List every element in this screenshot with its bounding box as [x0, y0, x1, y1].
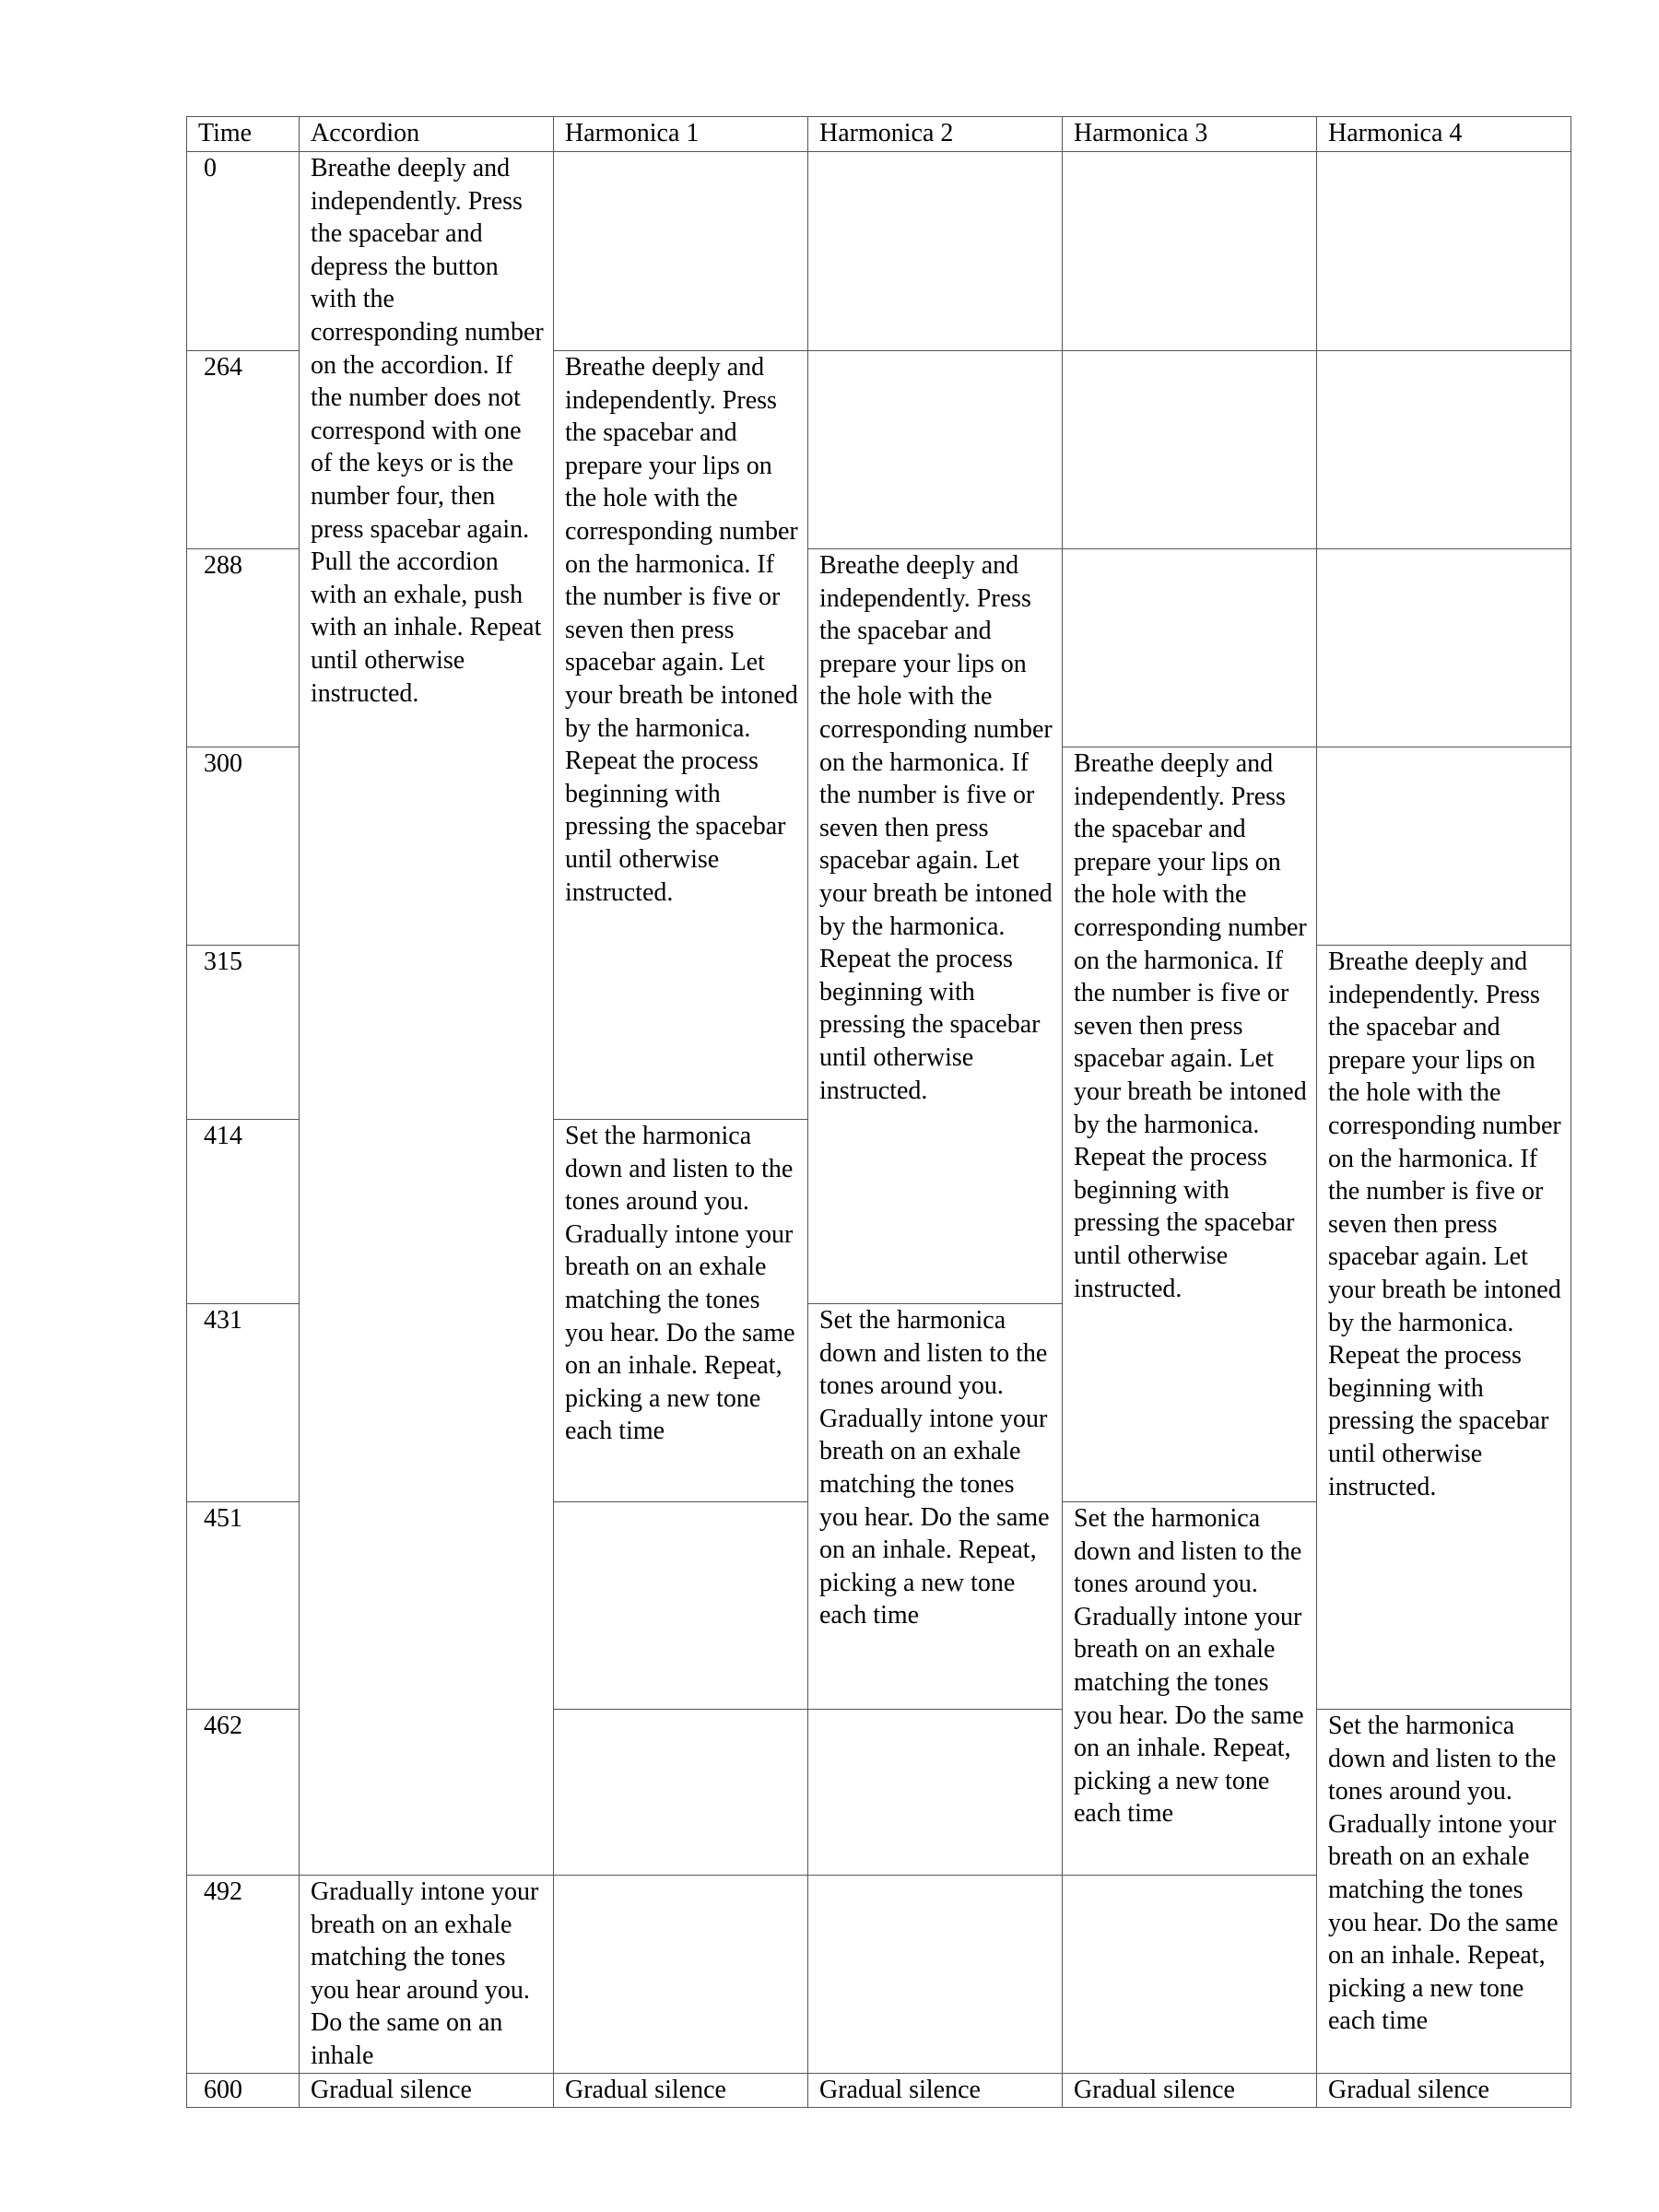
empty-cell: [554, 1876, 808, 2074]
harmonica-1-silence: Gradual silence: [554, 2074, 808, 2108]
time-cell: 462: [187, 1710, 300, 1876]
time-cell: 414: [187, 1120, 300, 1304]
harmonica-3-silence: Gradual silence: [1063, 2074, 1317, 2108]
harmonica-4-silence: Gradual silence: [1317, 2074, 1571, 2108]
empty-cell: [1317, 351, 1571, 549]
header-row: [187, 117, 1571, 152]
table-row: [187, 2074, 1571, 2108]
empty-cell: [808, 1876, 1063, 2074]
empty-cell: [808, 351, 1063, 549]
accordion-intone-instruction: Gradually intone your breath on an exhale matching the tones you hear around you. Do the same on an inhale: [300, 1876, 554, 2074]
time-cell: 492: [187, 1876, 300, 2074]
harmonica-3-breathe-instruction: Breathe deeply and independently. Press the spacebar and prepare your lips on the hole with the corresponding number on the harmonica. If the number is five or seven then press spacebar again. Let your breath be intoned by the harmonica. Repeat the process beginning with pressing the spacebar until otherwise instructed.: [1063, 747, 1317, 1502]
time-cell: 0: [187, 152, 300, 351]
header-accordion: Accordion: [300, 117, 554, 152]
empty-cell: [1317, 549, 1571, 747]
performance-score-table: [186, 116, 1571, 2108]
empty-cell: [554, 1502, 808, 1710]
harmonica-1-breathe-instruction: Breathe deeply and independently. Press the spacebar and prepare your lips on the hole with the corresponding number on the harmonica. If the number is five or seven then press spacebar again. Let your breath be intoned by the harmonica. Repeat the process beginning with pressing the spacebar until otherwise instructed.: [554, 351, 808, 1120]
harmonica-2-silence: Gradual silence: [808, 2074, 1063, 2108]
harmonica-2-breathe-instruction: Breathe deeply and independently. Press the spacebar and prepare your lips on the hole with the corresponding number on the harmonica. If the number is five or seven then press spacebar again. Let your breath be intoned by the harmonica. Repeat the process beginning with pressing the spacebar until otherwise instructed.: [808, 549, 1063, 1304]
time-cell: 600: [187, 2074, 300, 2108]
harmonica-1-listen-instruction: Set the harmonica down and listen to the tones around you. Gradually intone your breath on an exhale matching the tones you hear. Do the same on an inhale. Repeat, picking a new tone each time: [554, 1120, 808, 1502]
empty-cell: [1317, 747, 1571, 946]
harmonica-4-listen-instruction: Set the harmonica down and listen to the tones around you. Gradually intone your breath on an exhale matching the tones you hear. Do the same on an inhale. Repeat, picking a new tone each time: [1317, 1710, 1571, 2074]
header-harmonica-4: Harmonica 4: [1317, 117, 1571, 152]
empty-cell: [1317, 152, 1571, 351]
header-time: Time: [187, 117, 300, 152]
empty-cell: [554, 152, 808, 351]
accordion-silence: Gradual silence: [300, 2074, 554, 2108]
time-cell: 288: [187, 549, 300, 747]
time-cell: 300: [187, 747, 300, 946]
empty-cell: [808, 1710, 1063, 1876]
accordion-breathe-instruction: Breathe deeply and independently. Press the spacebar and depress the button with the corresponding number on the accordion. If the number does not correspond with one of the keys or is the number four, then press spacebar again. Pull the accordion with an exhale, push with an inhale. Repeat until otherwise instructed.: [300, 152, 554, 1876]
table-row: [187, 152, 1571, 351]
header-harmonica-3: Harmonica 3: [1063, 117, 1317, 152]
harmonica-2-listen-instruction: Set the harmonica down and listen to the tones around you. Gradually intone your breath on an exhale matching the tones you hear. Do the same on an inhale. Repeat, picking a new tone each time: [808, 1304, 1063, 1710]
empty-cell: [1063, 1876, 1317, 2074]
empty-cell: [1063, 549, 1317, 747]
harmonica-3-listen-instruction: Set the harmonica down and listen to the tones around you. Gradually intone your breath on an exhale matching the tones you hear. Do the same on an inhale. Repeat, picking a new tone each time: [1063, 1502, 1317, 1876]
time-cell: 264: [187, 351, 300, 549]
header-harmonica-2: Harmonica 2: [808, 117, 1063, 152]
time-cell: 451: [187, 1502, 300, 1710]
empty-cell: [1063, 152, 1317, 351]
empty-cell: [808, 152, 1063, 351]
empty-cell: [1063, 351, 1317, 549]
time-cell: 315: [187, 946, 300, 1120]
harmonica-4-breathe-instruction: Breathe deeply and independently. Press the spacebar and prepare your lips on the hole with the corresponding number on the harmonica. If the number is five or seven then press spacebar again. Let your breath be intoned by the harmonica. Repeat the process beginning with pressing the spacebar until otherwise instructed.: [1317, 946, 1571, 1710]
empty-cell: [554, 1710, 808, 1876]
header-harmonica-1: Harmonica 1: [554, 117, 808, 152]
time-cell: 431: [187, 1304, 300, 1502]
